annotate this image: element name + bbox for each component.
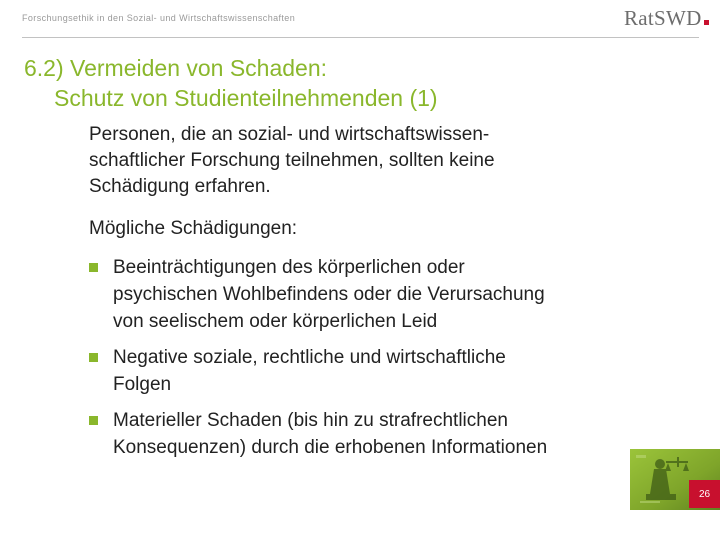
intro-paragraph: [89, 122, 619, 200]
square-bullet-icon: [89, 416, 98, 425]
slide-title: [24, 53, 664, 113]
list-item-line: Konsequenzen) durch die erhobenen Informationen: [113, 437, 548, 458]
list-item: [89, 254, 649, 335]
harm-list: [89, 254, 649, 470]
intro-line: Personen, die an sozial- und wirtschaftswissen-: [89, 124, 490, 145]
list-item-line: Beeinträchtigungen des körperlichen oder: [113, 257, 465, 278]
list-item-line: psychischen Wohlbefindens oder die Verursachung: [113, 284, 545, 305]
logo-text: RatSWD: [624, 6, 702, 30]
intro-line: schaftlicher Forschung teilnehmen, sollten keine: [89, 150, 495, 171]
list-item-line: Materieller Schaden (bis hin zu strafrechtlichen: [113, 410, 508, 431]
slide-title-line-2: Schutz von Studienteilnehmenden (1): [54, 85, 438, 111]
page-number: 26: [698, 488, 711, 500]
slide-title-line-1: 6.2) Vermeiden von Schaden:: [24, 55, 328, 81]
logo-red-dot: [704, 20, 709, 25]
intro-line: Schädigung erfahren.: [89, 176, 271, 197]
square-bullet-icon: [89, 263, 98, 272]
ratswd-logo: [624, 6, 709, 31]
header-divider: [22, 37, 699, 38]
running-header-title: Forschungsethik in den Sozial- und Wirtschaftswissenschaften: [22, 13, 296, 23]
list-item-line: Folgen: [113, 374, 172, 395]
square-bullet-icon: [89, 353, 98, 362]
list-item-line: Negative soziale, rechtliche und wirtschaftliche: [113, 347, 506, 368]
subheading: Mögliche Schädigungen:: [89, 218, 298, 239]
list-item: [89, 344, 649, 398]
list-item: [89, 407, 649, 461]
list-item-line: von seelischem oder körperlichen Leid: [113, 311, 438, 332]
page-number-badge: [689, 480, 720, 508]
